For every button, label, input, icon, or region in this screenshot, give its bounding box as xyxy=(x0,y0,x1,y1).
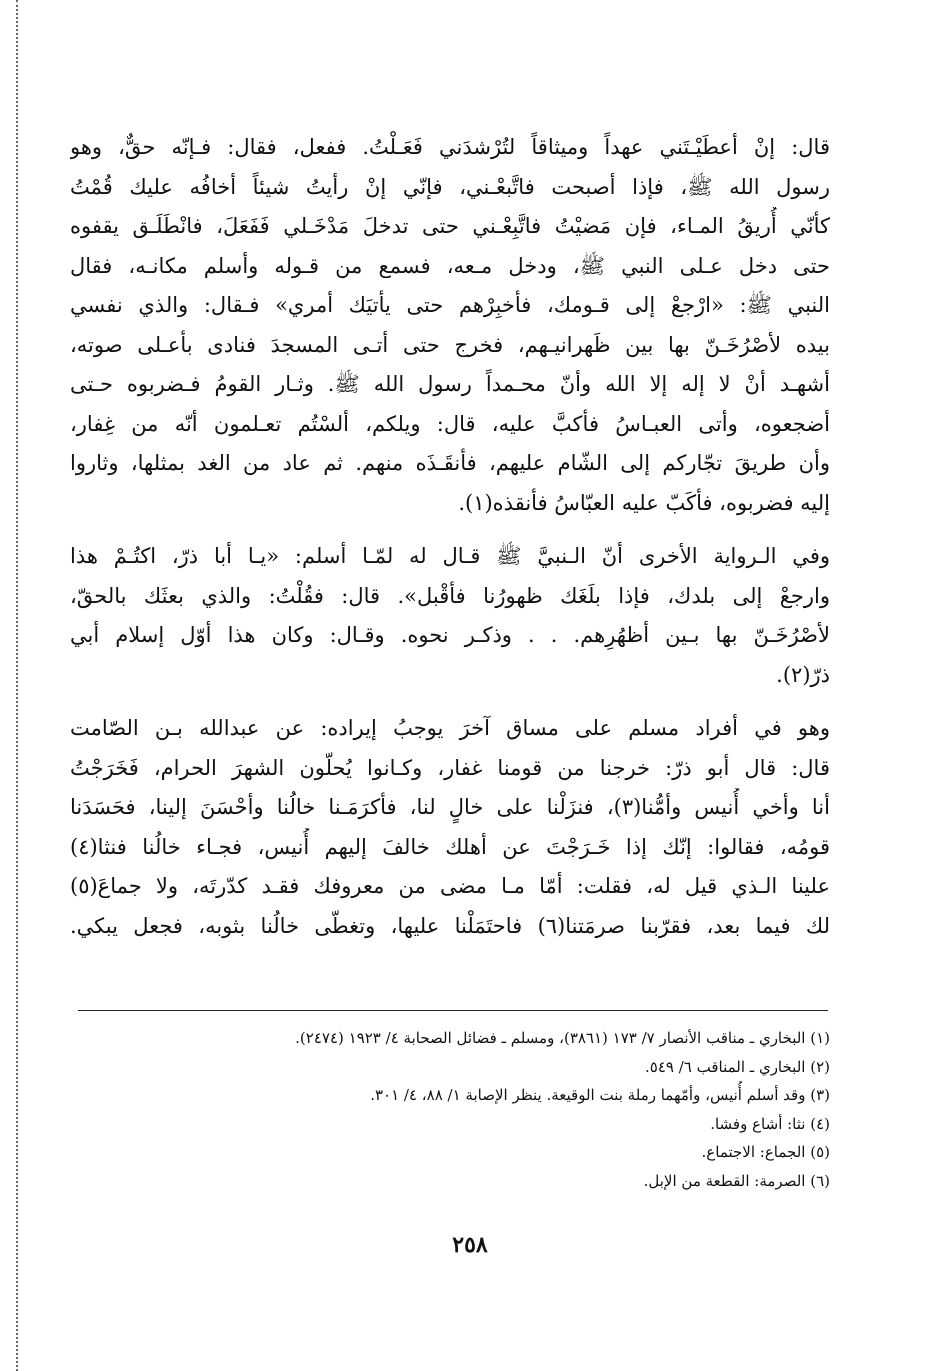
text-line: أشهـد أنْ لا إله إلا الله وأنّ محـمداً رسول الله ﷺ. وثـار القومُ فـضربوه حـتى xyxy=(70,372,830,396)
text-line: وارجعْ إلى بلدك، فإذا بلَغَك ظهورُنا فأقْبل». قال: فقُلْتُ: والذي بعثَك بالحقّ، xyxy=(70,583,830,608)
text-line: رسول الله ﷺ، فإذا أصبحت فاتَّبعْـني، فإنّي إنْ رأيتُ شيئاً أخافُه عليك قُمْتُ xyxy=(70,174,830,199)
paragraph-3 xyxy=(70,709,830,946)
text-line: أضجعوه، وأتى العبـاسُ فأكبَّ عليه، قال: ويلكم، ألسْتُم تعـلمون أنّه من غِفار، xyxy=(70,411,830,436)
text-line: قال: قال أبو ذرّ: خرجنا من قومنا غفار، وكـانوا يُحلّون الشهرَ الحرام، فَخَرَجْتُ xyxy=(70,755,830,780)
text-line: علينا الـذي قيل له، فقلت: أمّا مـا مضى من معروفك فقـد كدّرتَه، ولا جماعَ(٥) xyxy=(70,874,830,898)
footnote-2: (٢) البخاري ـ المناقب ٦/ ٥٤٩. xyxy=(645,1057,830,1076)
paragraph-2 xyxy=(70,537,830,695)
main-text xyxy=(70,128,830,946)
text-line: النبي ﷺ: «ارْجعْ إلى قـومك، فأخبِرْهم حتى يأتيَك أمري» فـقال: والذي نفسي xyxy=(70,293,830,317)
binding-edge-dots xyxy=(16,0,18,1371)
text-line: أنا وأخي أُنيس وأمُّنا(٣)، فنزَلْنا على خالٍ لنا، فأكرَمَـنا خالُنا وأحْسَنَ إلينا، فحَسَدَنا xyxy=(70,795,830,819)
text-line: قومُه، فقالوا: إنّك إذا خَـرَجْتَ عن أهلك خالفَ إليهم أُنيس، فجـاء خالُنا فنثا(٤) xyxy=(70,834,830,859)
text-line: بيده لأصْرُخَـنّ بها بين ظَهرانيـهم، فخرج حتى أتـى المسجدَ فنادى بأعـلى صوته، xyxy=(70,332,830,357)
text-line: وأن طريقَ تجّاركم إلى الشّام عليهم، فأنقَـذَه منهم. ثم عاد من الغد بمثلها، وثاروا xyxy=(70,451,830,475)
paragraph-1 xyxy=(70,128,830,523)
text-line: إليه فضربوه، فأكَبّ عليه العبّاسُ فأنقذه(١). xyxy=(458,490,830,515)
footnotes xyxy=(70,1024,830,1195)
text-line: لأصْرُخَـنّ بها بـين أظهُرِهم. . . وذكـر نحوه. وقـال: وكان هذا أوّل إسلام أبي xyxy=(70,623,830,647)
text-line: كأنّي أُريقُ المـاء، فإن مَضيْتُ فاتَّبِعْـني حتى تدخلَ مَدْخَـلي فَفَعَلَ، فانْطَلَـق يقفوه xyxy=(70,214,830,238)
text-line: لك فيما بعد، فقرّبنا صرمَتنا(٦) فاحتَمَلْنا عليها، وتغطّى خالُنا بثوبه، فجعل يبكي. xyxy=(70,913,830,938)
text-line: ذرّ(٢). xyxy=(776,662,830,687)
text-line: حتى دخل عـلى النبي ﷺ، ودخل مـعه، فسمع من قـوله وأسلم مكانـه، فقال xyxy=(70,253,830,278)
text-line: قال: إنْ أعطَيْـتَني عهداً وميثاقاً لتُرْشدَني فَعَـلْتُ. ففعل، فقال: فـإنّه حقٌّ، وهو xyxy=(70,135,830,159)
footnote-1: (١) البخاري ـ مناقب الأنصار ٧/ ١٧٣ (٣٨٦١)، ومسلم ـ فضائل الصحابة ٤/ ١٩٢٣ (٢٤٧٤). xyxy=(295,1029,830,1047)
footnote-4: (٤) نثا: أشاع وفشا. xyxy=(710,1114,830,1133)
text-line: وهو في أفراد مسلم على مساق آخرَ يوجبُ إيراده: عن عبدالله بـن الصّامت xyxy=(70,716,830,740)
footnote-5: (٥) الجماع: الاجتماع. xyxy=(701,1143,830,1161)
text-line: وفي الـرواية الأخرى أنّ الـنبيَّ ﷺ قـال له لمّـا أسلم: «يـا أبا ذرّ، اكتُـمْ هذا xyxy=(70,544,830,568)
footnote-separator xyxy=(78,1010,828,1011)
page-number: ٢٥٨ xyxy=(452,1232,488,1258)
footnote-3: (٣) وقد أسلم أُنيس، وأمّهما رملة بنت الوقيعة. ينظر الإصابة ١/ ٨٨، ٤/ ٣٠١. xyxy=(370,1086,830,1104)
footnote-6: (٦) الصرمة: القطعة من الإبل. xyxy=(643,1171,830,1190)
